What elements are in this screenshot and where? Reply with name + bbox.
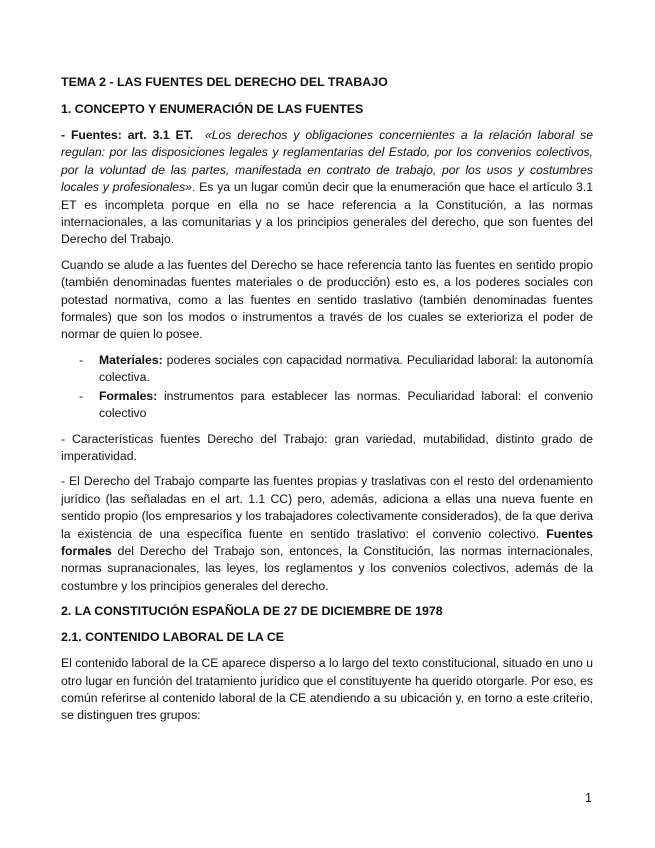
dash-bullet: -: [79, 388, 84, 403]
text-materiales: poderes sociales con capacidad normativa. Peculiaridad laboral: la autonomía colectiva.: [99, 352, 593, 385]
section-2-1-heading: 2.1. CONTENIDO LABORAL DE LA CE: [61, 630, 285, 645]
term-materiales: Materiales:: [99, 352, 163, 367]
art31-commentary: . Es ya un lugar común decir que la enumeración que hace el artículo 3.1 ET es incompleta porque en ella no se hace referencia a la Constitución, a las normas internacionales, a las comunitarias y a los principios generales del derecho, que son fuentes del Derecho del Trabajo.: [61, 180, 593, 247]
term-formales: Formales:: [99, 388, 158, 403]
paragraph-caracteristicas: - Características fuentes Derecho del Trabajo: gran variedad, mutabilidad, distinto grado de imperatividad.: [61, 431, 593, 463]
document-title: TEMA 2 - LAS FUENTES DEL DERECHO DEL TRABAJO: [61, 75, 388, 89]
text-formales: instrumentos para establecer las normas. Peculiaridad laboral: el convenio colectivo: [99, 388, 593, 421]
document-body: [61, 74, 593, 733]
art31-quote: «Los derechos y obligaciones concernientes a la relación laboral se regulan: por las disposiciones legales y reglamentarias del Estado, por los convenios colectivos, por la voluntad de las partes, manifestada en contrato de trabajo, por los usos y costumbres locales y profesionales»: [61, 128, 593, 195]
section-1-heading: 1. CONCEPTO Y ENUMERACIÓN DE LAS FUENTES: [61, 102, 364, 116]
list-item-materiales: [79, 352, 593, 387]
fuentes-lead: - Fuentes: art. 3.1 ET.: [61, 128, 194, 142]
paragraph-fuentes-sentido: Cuando se alude a las fuentes del Derecho se hace referencia tanto las fuentes en sentido propio (también denominadas fuentes materiales o de producción) esto es, a los poderes sociales con potestad normativa, como a las fuentes en sentido traslativo (también denominadas fuentes formales) que son los modos o instrumentos a través de los cuales se exterioriza el poder de normar de quien lo posee.: [61, 257, 593, 342]
page-number: 1: [585, 791, 592, 805]
dash-bullet: -: [79, 352, 84, 367]
section-2-heading: 2. LA CONSTITUCIÓN ESPAÑOLA DE 27 DE DICIEMBRE DE 1978: [61, 604, 443, 619]
fuentes-formales-term: Fuentes formales: [61, 526, 593, 558]
fuentes-types-list: [61, 352, 593, 423]
paragraph-contenido-laboral: El contenido laboral de la CE aparece disperso a lo largo del texto constitucional, situado en uno u otro lugar en función del tratamiento jurídico que el constituyente ha querido otorgarle. Por eso, es común referirse al contenido laboral de la CE atendiendo a su ubicación y, en torno a este criterio, se distinguen tres grupos:: [61, 656, 593, 723]
paragraph-comparte-fuentes: [61, 473, 593, 595]
comparte-text-before: - El Derecho del Trabajo comparte las fuentes propias y traslativas con el resto del ordenamiento jurídico (las señaladas en el art. 1.1 CC) pero, además, adiciona a ellas una nueva fuente en sentido propio (los empresarios y los trabajadores colectivamente considerados), de la que deriva la existencia de una específica fuente en sentido traslativo: el convenio colectivo.: [61, 474, 593, 541]
list-item-formales: [79, 388, 593, 423]
comparte-text-after: del Derecho del Trabajo son, entonces, la Constitución, las normas internacionales, normas supranacionales, las leyes, los reglamentos y los convenios colectivos, además de la costumbre y los principios generales del derecho.: [61, 543, 593, 593]
paragraph-fuentes-art31: [61, 127, 593, 249]
